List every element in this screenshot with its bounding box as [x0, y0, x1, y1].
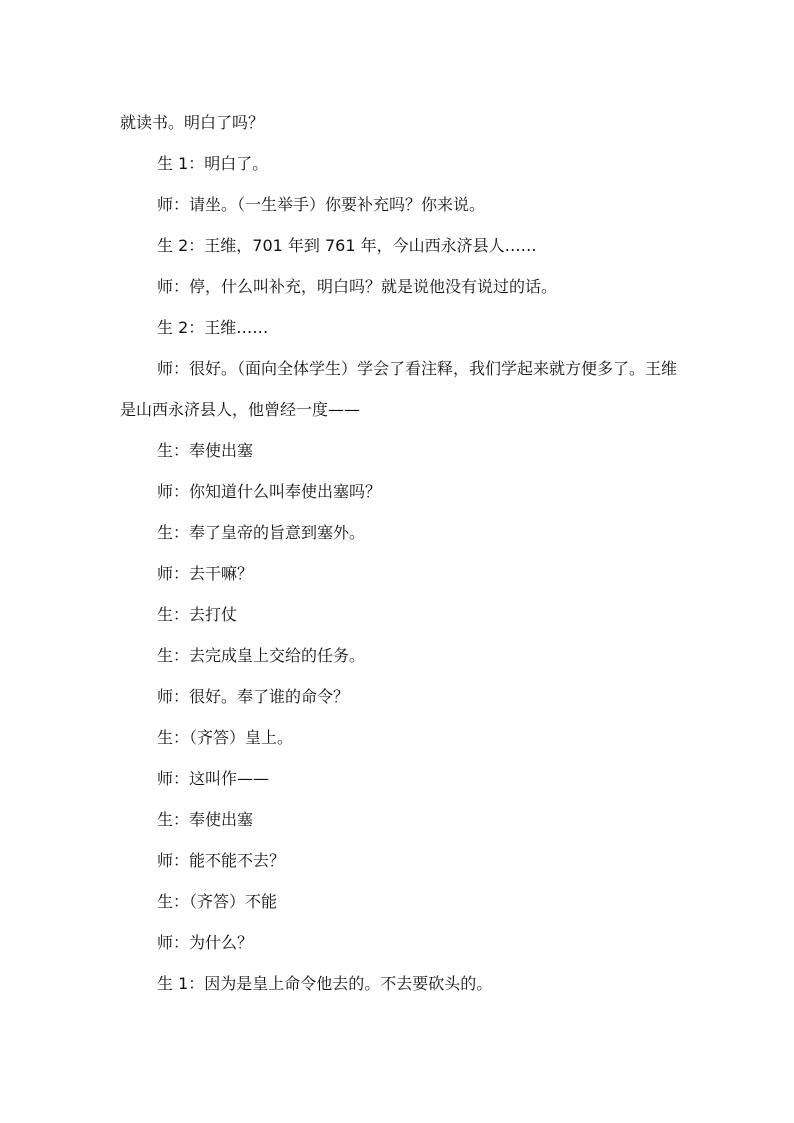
dialogue-line: 生：奉了皇帝的旨意到塞外。 — [157, 523, 366, 542]
dialogue-line: 生 1：明白了。 — [157, 154, 269, 173]
dialogue-line: 师：停，什么叫补充，明白吗？就是说他没有说过的话。 — [157, 277, 558, 296]
dialogue-line: 师：去干嘛？ — [157, 564, 254, 583]
dialogue-line: 生：去打仗 — [157, 605, 238, 624]
paragraph-continuation: 就读书。明白了吗？ — [120, 113, 265, 132]
dialogue-line: 生：奉使出塞 — [157, 810, 254, 829]
dialogue-line: 师：请坐。（一生举手）你要补充吗？你来说。 — [157, 195, 486, 214]
dialogue-line: 生：奉使出塞 — [157, 441, 254, 460]
dialogue-line: 师：你知道什么叫奉使出塞吗？ — [157, 482, 382, 501]
dialogue-line: 生 1：因为是皇上命令他去的。不去要砍头的。 — [157, 974, 493, 993]
dialogue-line: 生 2：王维…… — [157, 318, 269, 337]
dialogue-line: 师：为什么？ — [157, 933, 254, 952]
dialogue-text — [120, 102, 680, 1004]
dialogue-line: 生 2：王维，701 年到 761 年，今山西永济县人…… — [157, 236, 537, 255]
dialogue-line: 生：（齐答）皇上。 — [157, 728, 294, 747]
dialogue-line: 师：这叫作—— — [157, 769, 270, 788]
dialogue-line: 生：（齐答）不能 — [157, 892, 278, 911]
dialogue-line: 生：去完成皇上交给的任务。 — [157, 646, 366, 665]
dialogue-line: 师：能不能不去？ — [157, 851, 286, 870]
dialogue-line: 师：很好。奉了谁的命令？ — [157, 687, 350, 706]
dialogue-line: 师：很好。（面向全体学生）学会了看注释，我们学起来就方便多了。王维是山西永济县人，他曾经一度—— — [120, 359, 678, 419]
